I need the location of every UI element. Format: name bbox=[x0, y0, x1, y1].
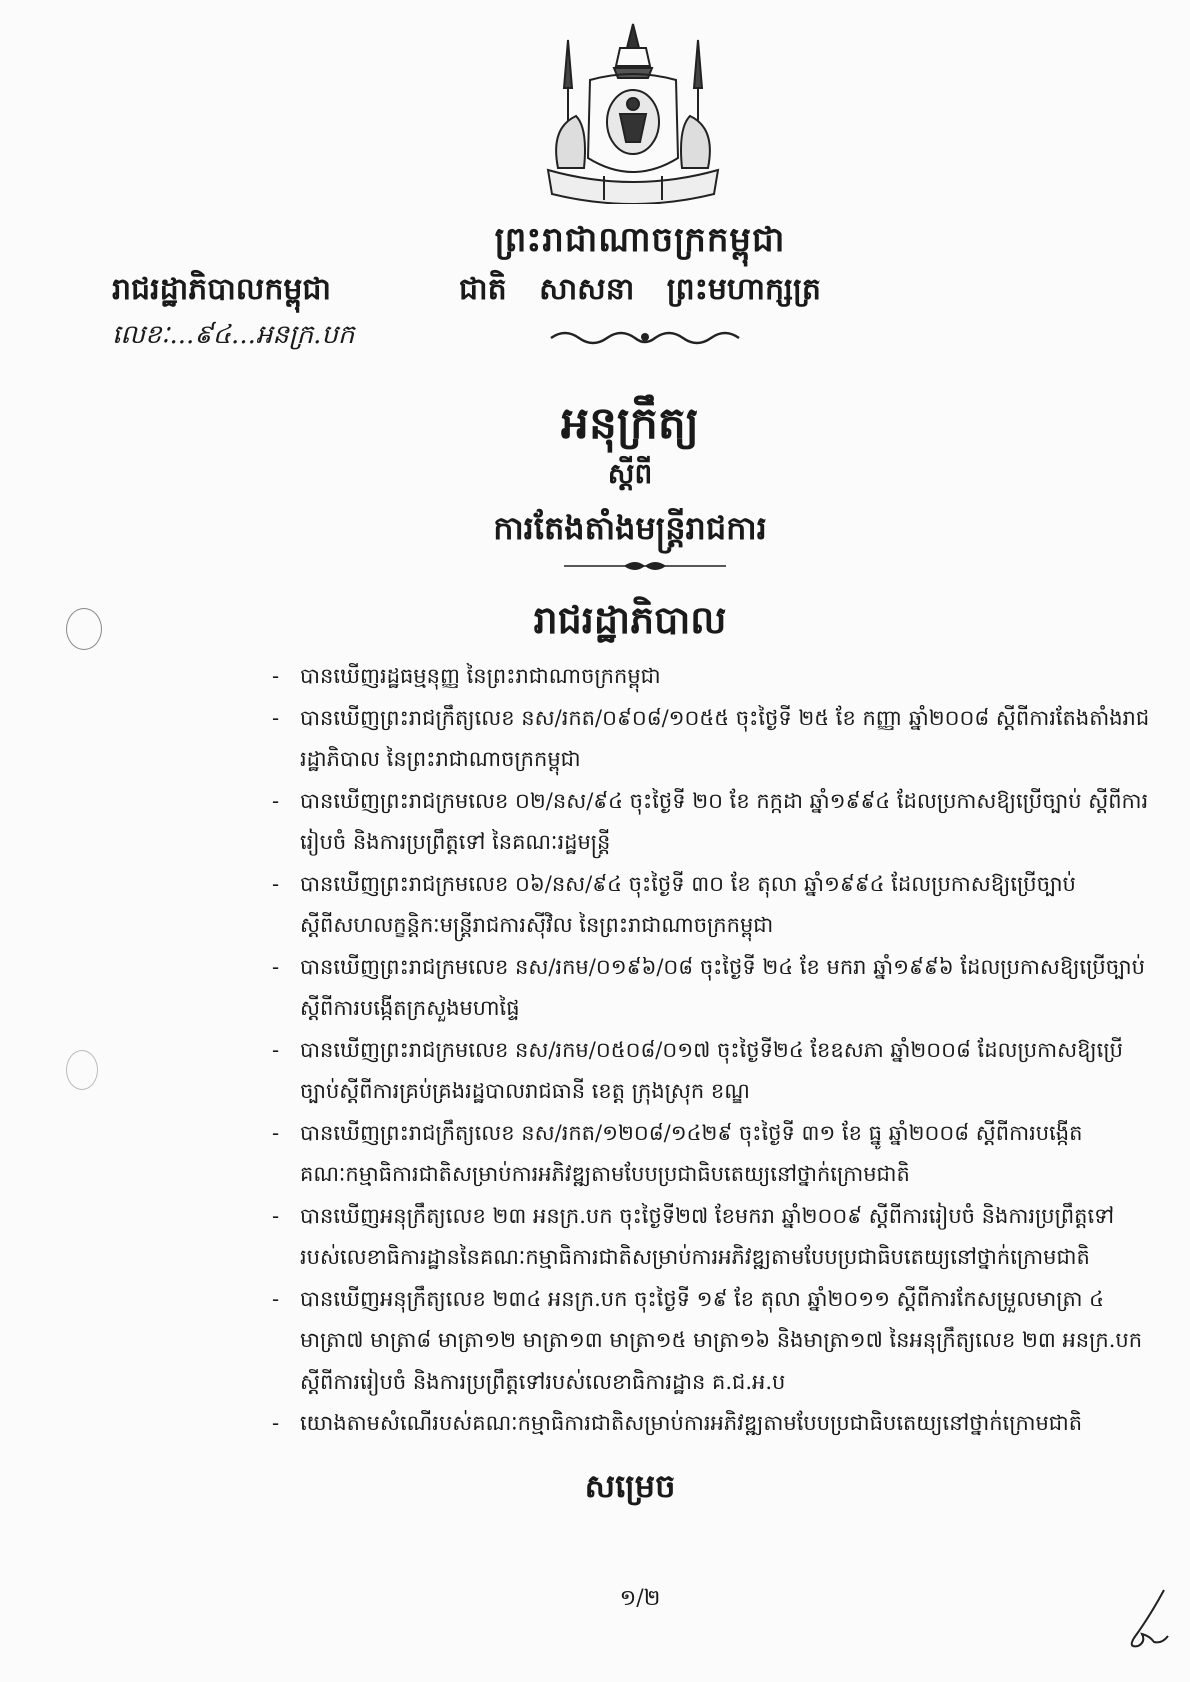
reference-number: លេខៈ...៩៤...អនក្រ.បក bbox=[112, 320, 355, 350]
handwritten-initial-icon bbox=[1120, 1586, 1176, 1656]
preamble-text: បានឃើញព្រះរាជក្រមលេខ នស/រកម/០១៩៦/០៨ ចុះថ្ងៃទី ២៤ ខែ មករា ឆ្នាំ១៩៩៦ ដែលប្រកាសឱ្យប្រើច្បាប់ស្តីពីការបង្កើតក្រសួងមហាផ្ទៃ bbox=[300, 954, 1145, 1020]
preamble-item: - បានឃើញព្រះរាជក្រមលេខ នស/រកម/០៥០៨/០១៧ ចុះថ្ងៃទី២៤ ខែឧសភា ឆ្នាំ២០០៨ ដែលប្រកាសឱ្យប្រើច្បាប់ស្តីពីការគ្រប់គ្រងរដ្ឋបាលរាជធានី ខេត្ត ក្រុងស្រុក ខណ្ឌ bbox=[272, 1037, 1123, 1103]
about-label: ស្តីពី bbox=[607, 457, 653, 490]
ornament-divider-icon bbox=[545, 324, 745, 350]
preamble-text: បានឃើញអនុក្រឹត្យលេខ ២៣ អនក្រ.បក ចុះថ្ងៃទី២៧ ខែមករា ឆ្នាំ២០០៩ ស្តីពីការរៀបចំ និងការប្រព្រឹត្តទៅរបស់លេខាធិការដ្ឋាននៃគណៈកម្មាធិការជាតិសម្រាប់ការអភិវឌ្ឍតាមបែបប្រជាធិបតេយ្យនៅថ្នាក់ក្រោមជាតិ bbox=[300, 1203, 1115, 1269]
preamble-item: - បានឃើញអនុក្រឹត្យលេខ ២៣ អនក្រ.បក ចុះថ្ងៃទី២៧ ខែមករា ឆ្នាំ២០០៩ ស្តីពីការរៀបចំ និងការប្រព្រឹត្តទៅរបស់លេខាធិការដ្ឋាននៃគណៈកម្មាធិការជាតិសម្រាប់ការអភិវឌ្ឍតាមបែបប្រជាធិបតេយ្យនៅថ្នាក់ក្រោមជាតិ bbox=[272, 1203, 1115, 1269]
preamble-text: បានឃើញរដ្ឋធម្មនុញ្ញ នៃព្រះរាជាណាចក្រកម្ពុជា bbox=[300, 664, 661, 688]
preamble-text: បានឃើញព្រះរាជក្រឹត្យលេខ នស/រកត/០៩០៨/១០៥៥ ចុះថ្ងៃទី ២៥ ខែ កញ្ញា ឆ្នាំ២០០៨ ស្តីពីការតែងតាំងរាជរដ្ឋាភិបាល នៃព្រះរាជាណាចក្រកម្ពុជា bbox=[300, 705, 1150, 771]
national-motto: ជាតិ សាសនា ព្រះមហាក្សត្រ bbox=[459, 272, 821, 307]
page-number: ១/២ bbox=[619, 1586, 661, 1611]
punch-hole bbox=[66, 608, 102, 650]
preamble-text: បានឃើញព្រះរាជក្រមលេខ ០៦/នស/៩៤ ចុះថ្ងៃទី ៣០ ខែ តុលា ឆ្នាំ១៩៩៤ ដែលប្រកាសឱ្យប្រើច្បាប់ ស្តីពីសហលក្ខន្តិកៈមន្ត្រីរាជការស៊ីវិល នៃព្រះរាជាណាចក្រកម្ពុជា bbox=[300, 871, 1076, 937]
sender-name: រាជរដ្ឋាភិបាលកម្ពុជា bbox=[112, 272, 331, 307]
preamble-item: - បានឃើញព្រះរាជក្រឹត្យលេខ នស/រកត/១២០៨/១៤២៩ ចុះថ្ងៃទី ៣១ ខែ ធ្នូ ឆ្នាំ២០០៨ ស្តីពីការបង្កើតគណៈកម្មាធិការជាតិសម្រាប់ការអភិវឌ្ឍតាមបែបប្រជាធិបតេយ្យនៅថ្នាក់ក្រោមជាតិ bbox=[272, 1120, 1083, 1186]
preamble-item: - បានឃើញព្រះរាជក្រមលេខ ០២/នស/៩៤ ចុះថ្ងៃទី ២០ ខែ កក្កដា ឆ្នាំ១៩៩៤ ដែលប្រកាសឱ្យប្រើច្បាប់ ស្តីពីការរៀបចំ និងការប្រព្រឹត្តទៅ នៃគណៈរដ្ឋមន្ត្រី bbox=[272, 788, 1149, 854]
preamble-text: យោងតាមសំណើរបស់គណៈកម្មាធិការជាតិសម្រាប់ការអភិវឌ្ឍតាមបែបប្រជាធិបតេយ្យនៅថ្នាក់ក្រោមជាតិ bbox=[300, 1411, 1083, 1435]
decision-heading: សម្រេច bbox=[584, 1467, 676, 1505]
preamble-item: - យោងតាមសំណើរបស់គណៈកម្មាធិការជាតិសម្រាប់ការអភិវឌ្ឍតាមបែបប្រជាធិបតេយ្យនៅថ្នាក់ក្រោមជាតិ bbox=[272, 1411, 1083, 1435]
preamble-text: បានឃើញព្រះរាជក្រមលេខ នស/រកម/០៥០៨/០១៧ ចុះថ្ងៃទី២៤ ខែឧសភា ឆ្នាំ២០០៨ ដែលប្រកាសឱ្យប្រើច្បាប់ស្តីពីការគ្រប់គ្រងរដ្ឋបាលរាជធានី ខេត្ត ក្រុងស្រុក ខណ្ឌ bbox=[300, 1037, 1123, 1103]
preamble-text: បានឃើញព្រះរាជក្រមលេខ ០២/នស/៩៤ ចុះថ្ងៃទី ២០ ខែ កក្កដា ឆ្នាំ១៩៩៤ ដែលប្រកាសឱ្យប្រើច្បាប់ ស្តីពីការរៀបចំ និងការប្រព្រឹត្តទៅ នៃគណៈរដ្ឋមន្ត្រី bbox=[300, 788, 1149, 854]
preamble-item: - បានឃើញព្រះរាជក្រមលេខ នស/រកម/០១៩៦/០៨ ចុះថ្ងៃទី ២៤ ខែ មករា ឆ្នាំ១៩៩៦ ដែលប្រកាសឱ្យប្រើច្បាប់ស្តីពីការបង្កើតក្រសួងមហាផ្ទៃ bbox=[272, 954, 1145, 1020]
punch-hole bbox=[66, 1050, 98, 1090]
preamble-item: - បានឃើញអនុក្រឹត្យលេខ ២៣៤ អនក្រ.បក ចុះថ្ងៃទី ១៩ ខែ តុលា ឆ្នាំ២០១១ ស្តីពីការកែសម្រួលមាត្រា ៤ មាត្រា៧ មាត្រា៨ មាត្រា១២ មាត្រា១៣ មាត្រា១៥ មាត្រា១៦ និងមាត្រា១៧ នៃអនុក្រឹត្យលេខ ២៣ អនក្រ.បក ស្តីពីការរៀបចំ និងការប្រព្រឹត្តទៅរបស់លេខាធិការដ្ឋាន គ.ជ.អ.ប bbox=[272, 1286, 1143, 1394]
royal-arms-icon bbox=[528, 18, 738, 204]
issuing-authority: រាជរដ្ឋាភិបាល bbox=[533, 597, 727, 642]
document-type: អនុក្រឹត្យ bbox=[561, 398, 699, 449]
preamble-item: - បានឃើញព្រះរាជក្រមលេខ ០៦/នស/៩៤ ចុះថ្ងៃទី ៣០ ខែ តុលា ឆ្នាំ១៩៩៤ ដែលប្រកាសឱ្យប្រើច្បាប់ ស្តីពីសហលក្ខន្តិកៈមន្ត្រីរាជការស៊ីវិល នៃព្រះរាជាណាចក្រកម្ពុជា bbox=[272, 871, 1076, 937]
preamble-list bbox=[272, 656, 1152, 1445]
document-subject: ការតែងតាំងមន្ត្រីរាជការ bbox=[493, 509, 767, 547]
preamble-text: បានឃើញអនុក្រឹត្យលេខ ២៣៤ អនក្រ.បក ចុះថ្ងៃទី ១៩ ខែ តុលា ឆ្នាំ២០១១ ស្តីពីការកែសម្រួលមាត្រា ៤ មាត្រា៧ មាត្រា៨ មាត្រា១២ មាត្រា១៣ មាត្រា១៥ មាត្រា១៦ និងមាត្រា១៧ នៃអនុក្រឹត្យលេខ ២៣ អនក្រ.បក ស្តីពីការរៀបចំ និងការប្រព្រឹត្តទៅរបស់លេខាធិការដ្ឋាន គ.ជ.អ.ប bbox=[300, 1286, 1143, 1394]
small-divider-icon bbox=[560, 556, 730, 576]
preamble-item: - បានឃើញរដ្ឋធម្មនុញ្ញ នៃព្រះរាជាណាចក្រកម្ពុជា bbox=[272, 664, 661, 688]
preamble-item: - បានឃើញព្រះរាជក្រឹត្យលេខ នស/រកត/០៩០៨/១០៥៥ ចុះថ្ងៃទី ២៥ ខែ កញ្ញា ឆ្នាំ២០០៨ ស្តីពីការតែងតាំងរាជរដ្ឋាភិបាល នៃព្រះរាជាណាចក្រកម្ពុជា bbox=[272, 705, 1150, 771]
kingdom-title: ព្រះរាជាណាចក្រកម្ពុជា bbox=[494, 220, 786, 260]
preamble-text: បានឃើញព្រះរាជក្រឹត្យលេខ នស/រកត/១២០៨/១៤២៩ ចុះថ្ងៃទី ៣១ ខែ ធ្នូ ឆ្នាំ២០០៨ ស្តីពីការបង្កើតគណៈកម្មាធិការជាតិសម្រាប់ការអភិវឌ្ឍតាមបែបប្រជាធិបតេយ្យនៅថ្នាក់ក្រោមជាតិ bbox=[300, 1120, 1083, 1186]
